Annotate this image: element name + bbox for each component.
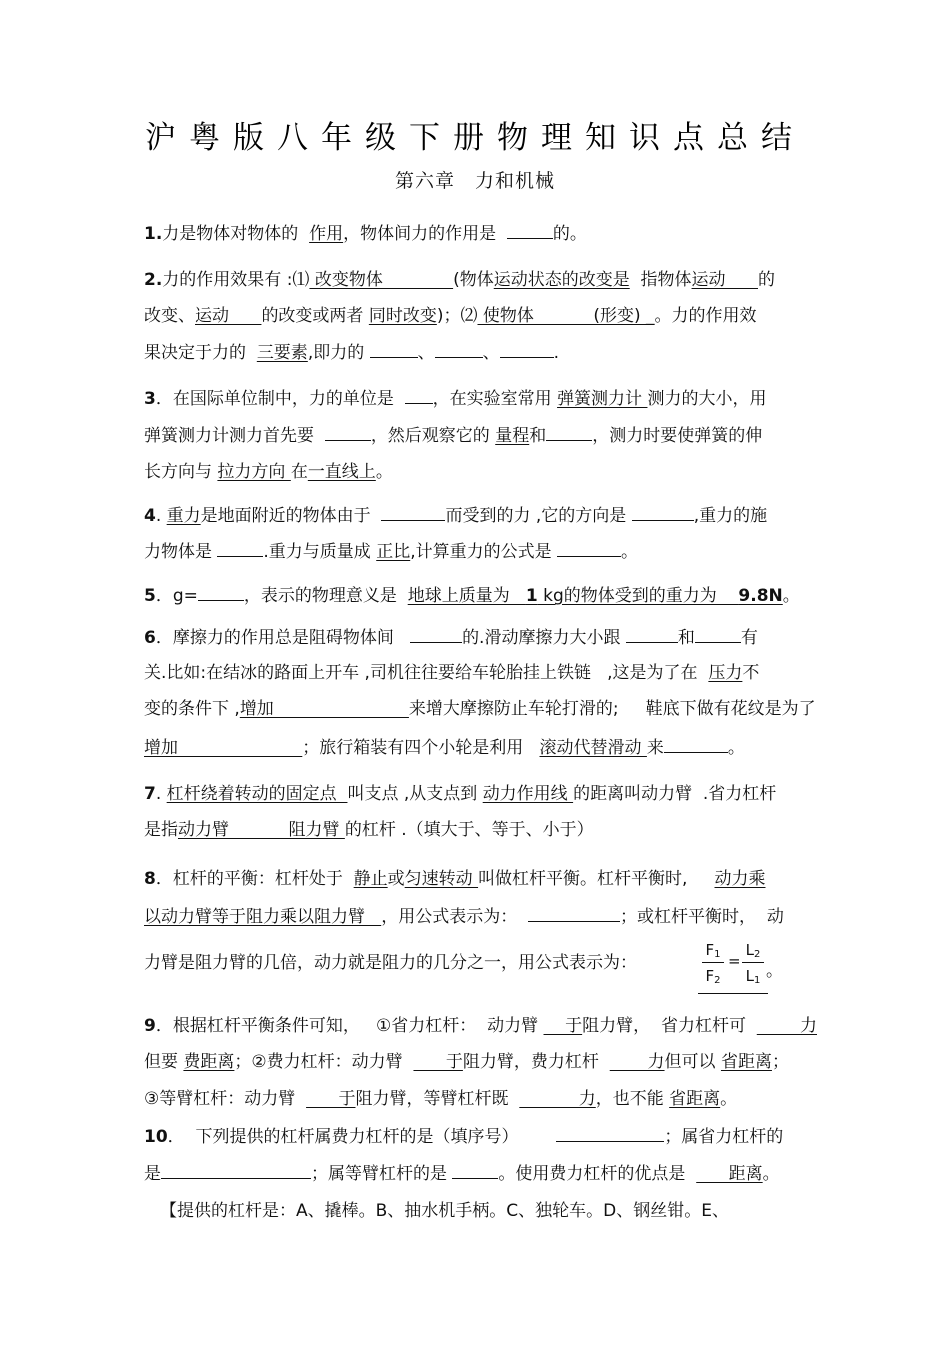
formula-end-mark: 。	[766, 961, 783, 981]
formula-f1: $F_1$	[705, 941, 721, 960]
question-10-line-2: 是 ；属等臂杠杆的是 。使用费力杠杆的优点是 距离。	[144, 1161, 814, 1185]
question-10-line-3: 【提供的杠杆是：A、撬棒。B、抽水机手柄。C、独轮车。D、钢丝钳。E、	[160, 1201, 729, 1221]
question-3-line-1: 3．在国际单位制中，力的单位是 ，在实验室常用 弹簧测力计 测力的大小，用	[144, 386, 814, 410]
document-title: 沪粤版八年级下册物理知识点总结	[145, 120, 805, 156]
formula-underline	[698, 993, 768, 994]
question-9-line-3: ③等臂杠杆：动力臂 于阻力臂，等臂杠杆既 力，也不能 省距离。	[144, 1089, 738, 1109]
formula-equals: =	[728, 952, 741, 970]
formula-l1: $L_1$	[745, 967, 761, 986]
question-9-line-2: 但要 费距离；②费力杠杆：动力臂 于阻力臂，费力杠杆 力但可以 省距离；	[144, 1052, 789, 1072]
question-6-line-4: 增加 ；旅行箱装有四个小轮是利用 滚动代替滑动 来 。	[144, 735, 814, 759]
question-9-line-1: 9．根据杠杆平衡条件可知， ①省力杠杆： 动力臂 于阻力臂， 省力杠杆可 力	[144, 1016, 817, 1036]
question-2-line-2: 改变、运动 的改变或两者 同时改变)；⑵ 使物体 (形变) _。力的作用效	[144, 306, 757, 326]
question-2-line-1: 2.力的作用效果有 :⑴ 改变物体 (物体运动状态的改变是 指物体运动 的	[144, 270, 775, 290]
formula-l2: $L_2$	[745, 941, 761, 960]
question-1-line-1: 1.力是物体对物体的 作用，物体间力的作用是 的。	[144, 221, 814, 245]
question-4-line-2: 力物体是 .重力与质量成 正比,计算重力的公式是 。	[144, 539, 814, 563]
question-5-line-1: 5．g= ，表示的物理意义是 地球上质量为 1 kg的物体受到的重力为 9.8N。	[144, 583, 814, 607]
question-4-line-1: 4. 重力是地面附近的物体由于 而受到的力 ,它的方向是 ,重力的施	[144, 503, 814, 527]
formula-fraction-bar-right	[742, 962, 764, 963]
question-7-line-2: 是指动力臂 阻力臂 的杠杆 .（填大于、等于、小于）	[144, 820, 594, 840]
formula-fraction-bar-left	[702, 962, 724, 963]
question-8-line-3: 力臂是阻力臂的几倍，动力就是阻力的几分之一，用公式表示为：	[144, 953, 637, 973]
question-8-line-1: 8．杠杆的平衡：杠杆处于 静止或匀速转动 叫做杠杆平衡。杠杆平衡时, 动力乘	[144, 869, 766, 889]
question-2-line-3: 果决定于力的 三要素,即力的 、 、 .	[144, 340, 814, 364]
question-10-line-1: 10． 下列提供的杠杆属费力杠杆的是（填序号） ；属省力杠杆的	[144, 1124, 814, 1148]
formula-f2: $F_2$	[705, 967, 721, 986]
question-6-line-3: 变的条件下 ,增加 来增大摩擦防止车轮打滑的; 鞋底下做有花纹是为了	[144, 699, 816, 719]
question-8-line-2: 以动力臂等于阻力乘以阻力臂 ，用公式表示为： ；或杠杆平衡时， 动	[144, 904, 814, 928]
question-3-line-2: 弹簧测力计测力首先要 ，然后观察它的 量程和 ，测力时要使弹簧的伸	[144, 423, 814, 447]
question-7-line-1: 7. 杠杆绕着转动的固定点 叫支点 ,从支点到 动力作用线 的距离叫动力臂 .省力杠杆	[144, 784, 777, 804]
chapter-heading: 第六章 力和机械	[394, 170, 555, 192]
question-6-line-1: 6．摩擦力的作用总是阻碍物体间 的.滑动摩擦力大小跟 和 有	[144, 625, 814, 649]
question-3-line-3: 长方向与 拉力方向 在一直线上。	[144, 462, 393, 482]
question-6-line-2: 关.比如:在结冰的路面上开车 ,司机往往要给车轮胎挂上铁链 ,这是为了在 压力不	[144, 663, 760, 683]
lever-balance-formula	[698, 940, 783, 996]
